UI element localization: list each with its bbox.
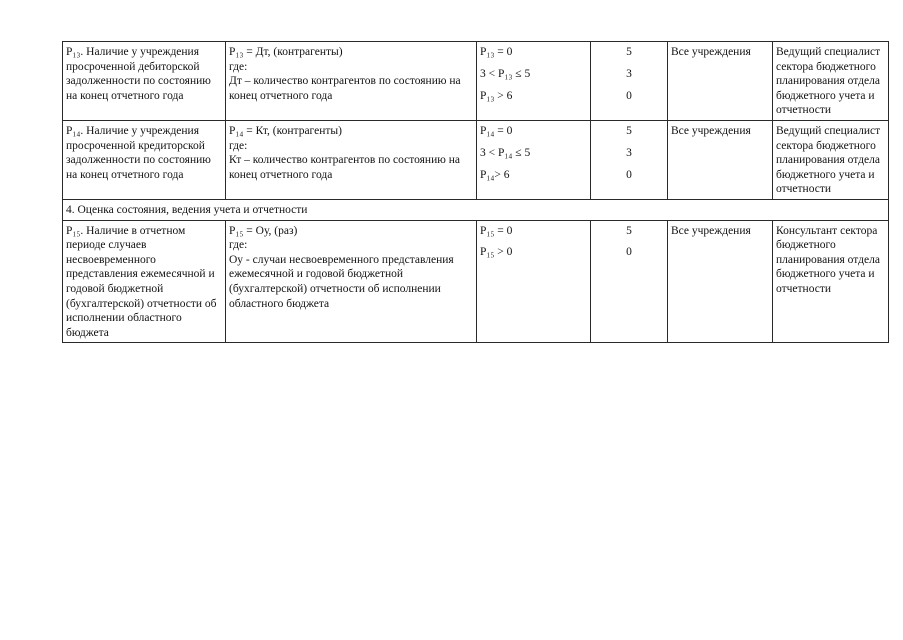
responsible-cell: Ведущий специалист сектора бюджетного планирования отдела бюджетного учета и отчетности [773, 120, 889, 199]
conditions-cell [477, 220, 591, 343]
conditions-cell [477, 120, 591, 199]
score-value: 5 [626, 124, 632, 137]
score-value: 3 [626, 67, 632, 80]
condition-value: Р₁₃ > 6 [480, 89, 513, 102]
condition-value: Р₁₅ = 0 [480, 224, 513, 237]
score-value: 0 [626, 246, 632, 259]
condition-value: Р₁₄> 6 [480, 168, 510, 181]
section-title: 4. Оценка состояния, ведения учета и отчетности [63, 199, 889, 220]
indicator-cell: Р₁₅. Наличие в отчетном периоде случаев несвоевременного представления ежемесячной и годовой бюджетной (бухгалтерской) отчетности об исполнении областного бюджета [63, 220, 226, 343]
score-value: 0 [626, 89, 632, 102]
score-value: 3 [626, 146, 632, 159]
condition-value: 3 < Р₁₄ ≤ 5 [480, 146, 531, 159]
scores-cell [591, 220, 668, 343]
condition-value: Р₁₃ = 0 [480, 46, 513, 58]
section-header-row [63, 199, 889, 220]
formula-cell: Р₁₅ = Оу, (раз) где: Оу - случаи несвоевременного представления ежемесячной и годовой бюджетной (бухгалтерской) отчетности об исполнении областного бюджета [226, 220, 477, 343]
applies-to-cell: Все учреждения [668, 42, 773, 121]
applies-to-cell: Все учреждения [668, 120, 773, 199]
applies-to-cell: Все учреждения [668, 220, 773, 343]
scores-cell [591, 42, 668, 121]
score-value: 5 [626, 224, 632, 237]
formula-cell: Р₁₃ = Дт, (контрагенты) где: Дт – количество контрагентов по состоянию на конец отчетного года [226, 42, 477, 121]
responsible-cell: Ведущий специалист сектора бюджетного планирования отдела бюджетного учета и отчетности [773, 42, 889, 121]
indicators-table [62, 41, 889, 343]
formula-cell: Р₁₄ = Кт, (контрагенты) где: Кт – количество контрагентов по состоянию на конец отчетного года [226, 120, 477, 199]
condition-value: 3 < Р₁₃ ≤ 5 [480, 67, 531, 80]
indicator-cell: Р₁₃. Наличие у учреждения просроченной дебиторской задолженности по состоянию на конец отчетного года [63, 42, 226, 121]
table-row-p13 [63, 42, 889, 121]
indicator-cell: Р₁₄. Наличие у учреждения просроченной кредиторской задолженности по состоянию на конец отчетного года [63, 120, 226, 199]
condition-value: Р₁₅ > 0 [480, 246, 513, 259]
score-value: 5 [626, 46, 632, 58]
score-value: 0 [626, 168, 632, 181]
scores-cell [591, 120, 668, 199]
condition-value: Р₁₄ = 0 [480, 124, 513, 137]
responsible-cell: Консультант сектора бюджетного планирования отдела бюджетного учета и отчетности [773, 220, 889, 343]
conditions-cell [477, 42, 591, 121]
table-row-p14 [63, 120, 889, 199]
table-row-p15 [63, 220, 889, 343]
